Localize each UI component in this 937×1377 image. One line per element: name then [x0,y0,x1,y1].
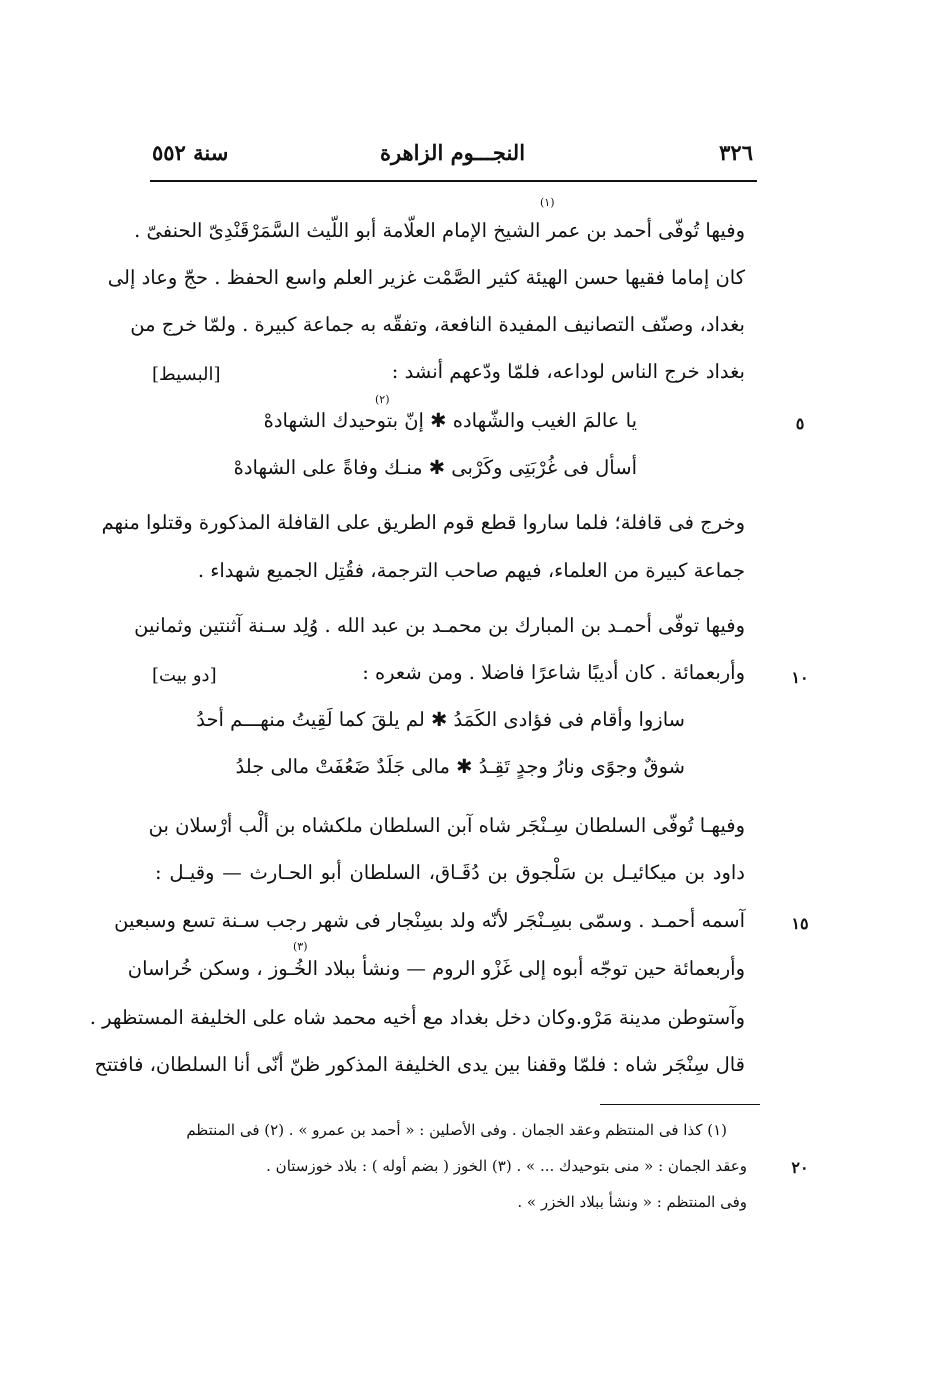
paragraph-line: وأربعمائة حين توجّه أبوه إلى غَزْو الروم — ونشأ ببلاد الخُـوز ، وسكن خُراسان [127,957,745,980]
paragraph-line: بغداد خرج الناس لوداعه، فلمّا ودّعهم أنشد : [391,360,745,383]
page-header [150,140,755,174]
poem-meter-label: [دو بيت] [152,665,217,686]
hemistich-separator: ✱ [424,708,448,731]
hemistich-separator: ✱ [449,755,473,778]
hemistich-second: إنّ بتوحيدك الشهادهْ [263,409,424,432]
hemistich-second: لم يلقَ كما لَقِيتُ منهـــم أحدُ [196,708,425,731]
hemistich-second: منـك وفاةً على الشهادهْ [233,456,423,479]
margin-line-number: ١٠ [791,668,809,687]
hemistich-second: مالى جَلَدٌ ضَعُفَتْ مالى جلدُ [235,755,450,778]
paragraph-line: داود بن ميكائيـل بن سَلْجوق بن دُقَـاق، السلطان أبو الحـارث — وقيـل : [155,861,745,884]
poem-verse [234,456,637,479]
paragraph-line: وفيهـا تُوفّى السلطان سِـنْجَر شاه آبن السلطان ملكشاه بن ألْب أرْسلان بن [148,814,745,837]
hemistich-separator: ✱ [423,409,447,432]
hemistich-first: شوقٌ وجوًى ونارُ وجدٍ تَقِـدُ [478,755,685,778]
page-number: ٣٢٦ [719,140,753,165]
poem-meter-label: [البسيط] [152,364,221,385]
paragraph-line: وفيها تُوفّى أحمد بن عمر الشيخ الإمام العلّامة أبو اللّيث السَّمَرْقَنْدِىّ الحنفىّ . [134,219,745,242]
paragraph-line: وخرج فى قافلة؛ فلما ساروا قطع قوم الطريق على القافلة المذكورة وقتلوا منهم [101,511,745,534]
footnote-line: (١) كذا فى المنتظم وعقد الجمان . وفى الأصلين : « أحمد بن عمرو » . (٢) فى المنتظم [186,1121,727,1139]
margin-line-number: ٢٠ [791,1158,809,1177]
paragraph-line: قال سِنْجَر شاه : فلمّا وقفنا بين يدى الخليفة المذكور ظنّ أنّى أنا السلطان، فافتتح [94,1053,745,1076]
poem-verse [236,755,685,778]
paragraph-line: وفيها توفّى أحمـد بن المبارك بن محمـد بن عبد الله . وُلِد سـنة آثنتين وثمانين [134,614,745,637]
paragraph-line: آسمه أحمـد . وسمّى بسِـنْجَر لأنّه ولد بسِنْجار فى شهر رجب سـنة تسع وسبعين [114,909,745,932]
hemistich-first: سازوا وأقام فى فؤادى الكَمَدُ [453,708,685,731]
paragraph-line: بغداد، وصنّف التصانيف المفيدة النافعة، وتفقّه به جماعة كبيرة . ولمّا خرج من [130,313,745,336]
paragraph-line: كان إماما فقيها حسن الهيئة كثير الصَّمْت غزير العلم واسع الحفظ . حجّ وعاد إلى [107,266,745,289]
poem-verse [264,409,637,432]
note-ref-1: (١) [540,196,555,209]
hemistich-separator: ✱ [422,456,446,479]
note-ref-2: (٢) [375,393,390,406]
footnote-rule [600,1104,760,1105]
footnote-line: وفى المنتظم : « ونشأ ببلاد الخزر » . [517,1193,747,1211]
footnote-line: وعقد الجمان : « منى بتوحيدك ... » . (٣) الخوز ( بضم أوله ) : بلاد خوزستان . [266,1157,747,1175]
margin-line-number: ١٥ [791,914,809,933]
paragraph-line: جماعة كبيرة من العلماء، فيهم صاحب الترجمة، فقُتِل الجميع شهداء . [197,559,745,582]
header-rule [150,180,757,182]
hemistich-first: يا عالمَ الغيب والشّهاده [452,409,637,432]
poem-verse [196,708,685,731]
note-ref-3: (٣) [293,940,308,953]
paragraph-line: وأربعمائة . كان أديبًا شاعرًا فاضلا . ومن شعره : [362,661,745,684]
year-heading: سنة ٥٥٢ [152,140,229,165]
running-title: النجـــوم الزاهرة [379,140,526,165]
paragraph-line: وآستوطن مدينة مَرْو.وكان دخل بغداد مع أخيه محمد شاه على الخليفة المستظهر . [89,1006,745,1029]
hemistich-first: أسأل فى غُرْبَتِى وكَرْبى [451,456,637,479]
margin-line-number: ٥ [795,414,805,433]
